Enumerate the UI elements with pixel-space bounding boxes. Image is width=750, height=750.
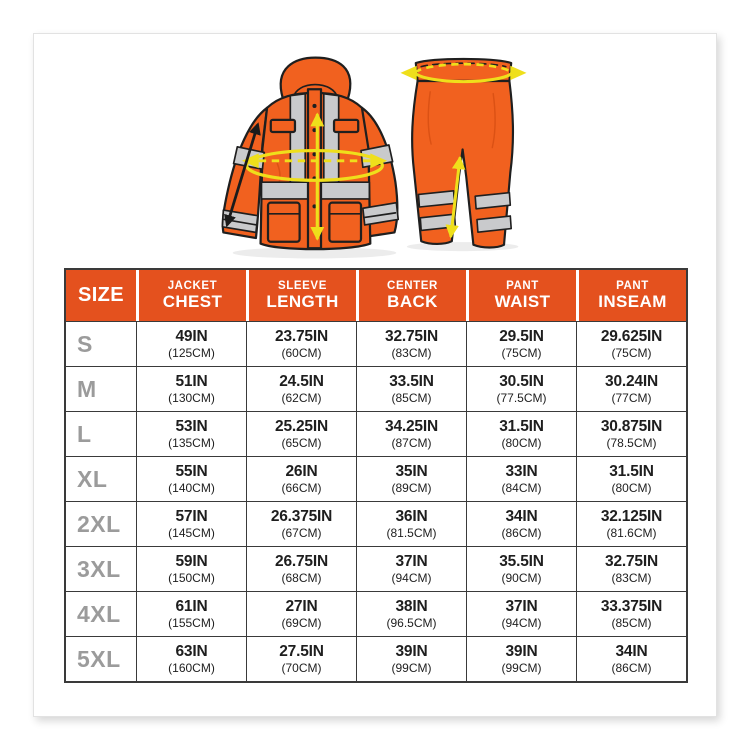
measurement-cell bbox=[136, 321, 246, 366]
cm-value: (62CM) bbox=[281, 391, 322, 405]
lower-pocket bbox=[268, 203, 300, 242]
cm-value: (86CM) bbox=[611, 661, 652, 675]
measurement-cell bbox=[246, 321, 356, 366]
cm-value: (135CM) bbox=[168, 436, 215, 450]
size-label: M bbox=[66, 366, 136, 411]
cm-value: (87CM) bbox=[391, 436, 432, 450]
inches-value: 37IN bbox=[505, 598, 538, 615]
measurement-cell bbox=[466, 591, 576, 636]
table-row bbox=[66, 636, 686, 681]
size-label: XL bbox=[66, 456, 136, 501]
measurement-cell bbox=[356, 636, 466, 681]
inches-value: 31.5IN bbox=[609, 463, 654, 480]
measurement-cell bbox=[576, 411, 686, 456]
measurement-cell bbox=[356, 366, 466, 411]
measurement-cell bbox=[136, 501, 246, 546]
inches-value: 53IN bbox=[175, 418, 208, 435]
cm-value: (66CM) bbox=[281, 481, 322, 495]
inches-value: 32.75IN bbox=[385, 328, 438, 345]
measurement-cell bbox=[246, 366, 356, 411]
inches-value: 26.75IN bbox=[275, 553, 328, 570]
measurement-cell bbox=[246, 636, 356, 681]
cm-value: (150CM) bbox=[168, 571, 215, 585]
inches-value: 33.5IN bbox=[389, 373, 434, 390]
inches-value: 34.25IN bbox=[385, 418, 438, 435]
measurement-cell bbox=[466, 546, 576, 591]
snap-button bbox=[312, 104, 316, 108]
cm-value: (83CM) bbox=[611, 571, 652, 585]
measurement-cell bbox=[466, 636, 576, 681]
size-table-grid bbox=[64, 268, 688, 683]
cm-value: (94CM) bbox=[501, 616, 542, 630]
table-row bbox=[66, 546, 686, 591]
measurement-cell bbox=[576, 501, 686, 546]
cm-value: (68CM) bbox=[281, 571, 322, 585]
inches-value: 33.375IN bbox=[600, 598, 663, 615]
inches-value: 32.125IN bbox=[600, 508, 663, 525]
reflective-stripe bbox=[419, 191, 455, 207]
table-row bbox=[66, 591, 686, 636]
inches-value: 57IN bbox=[175, 508, 208, 525]
measurement-cell bbox=[356, 501, 466, 546]
cm-value: (94CM) bbox=[391, 571, 432, 585]
inches-value: 35IN bbox=[395, 463, 428, 480]
size-label: 2XL bbox=[66, 501, 136, 546]
inches-value: 27.5IN bbox=[279, 643, 324, 660]
header-line1: CENTER bbox=[387, 279, 438, 292]
cm-value: (69CM) bbox=[281, 616, 322, 630]
inches-value: 59IN bbox=[175, 553, 208, 570]
table-row bbox=[66, 456, 686, 501]
measurement-cell bbox=[246, 411, 356, 456]
header-line2: WAIST bbox=[494, 291, 551, 311]
cm-value: (83CM) bbox=[391, 346, 432, 360]
inches-value: 26IN bbox=[285, 463, 318, 480]
inches-value: 61IN bbox=[175, 598, 208, 615]
cm-value: (99CM) bbox=[501, 661, 542, 675]
jacket-illustration bbox=[222, 58, 398, 259]
header-line2: BACK bbox=[387, 291, 438, 311]
measurement-cell bbox=[576, 636, 686, 681]
reflective-stripe bbox=[290, 94, 305, 182]
header-center-back bbox=[356, 270, 466, 321]
measurement-cell bbox=[356, 321, 466, 366]
inches-value: 33IN bbox=[505, 463, 538, 480]
cm-value: (80CM) bbox=[501, 436, 542, 450]
inches-value: 39IN bbox=[505, 643, 538, 660]
product-illustration bbox=[64, 46, 684, 286]
reflective-stripe bbox=[420, 214, 455, 230]
size-chart-card bbox=[33, 33, 717, 717]
measurement-cell bbox=[356, 411, 466, 456]
measurement-cell bbox=[136, 411, 246, 456]
inches-value: 23.75IN bbox=[275, 328, 328, 345]
cm-value: (140CM) bbox=[168, 481, 215, 495]
table-row bbox=[66, 501, 686, 546]
inches-value: 30.875IN bbox=[600, 418, 663, 435]
size-label: 4XL bbox=[66, 591, 136, 636]
cm-value: (160CM) bbox=[168, 661, 215, 675]
chest-pocket-flap bbox=[334, 120, 358, 132]
measurement-cell bbox=[466, 456, 576, 501]
table-row bbox=[66, 411, 686, 456]
measurement-cell bbox=[246, 456, 356, 501]
inches-value: 51IN bbox=[175, 373, 208, 390]
cm-value: (67CM) bbox=[281, 526, 322, 540]
cm-value: (90CM) bbox=[501, 571, 542, 585]
inches-value: 29.5IN bbox=[499, 328, 544, 345]
lower-pocket bbox=[329, 203, 361, 242]
reflective-stripe bbox=[324, 94, 339, 182]
cm-value: (145CM) bbox=[168, 526, 215, 540]
size-label: 3XL bbox=[66, 546, 136, 591]
inches-value: 36IN bbox=[395, 508, 428, 525]
cm-value: (130CM) bbox=[168, 391, 215, 405]
header-pant-waist bbox=[466, 270, 576, 321]
measurement-cell bbox=[246, 501, 356, 546]
table-row bbox=[66, 366, 686, 411]
header-line2: LENGTH bbox=[266, 291, 339, 311]
measurement-cell bbox=[136, 366, 246, 411]
measurement-cell bbox=[246, 546, 356, 591]
header-line2: CHEST bbox=[162, 291, 223, 311]
inches-value: 29.625IN bbox=[600, 328, 663, 345]
chest-pocket-flap bbox=[271, 120, 295, 132]
measurement-cell bbox=[466, 366, 576, 411]
inches-value: 25.25IN bbox=[275, 418, 328, 435]
inches-value: 34IN bbox=[615, 643, 648, 660]
cm-value: (77CM) bbox=[611, 391, 652, 405]
inches-value: 38IN bbox=[395, 598, 428, 615]
size-label: L bbox=[66, 411, 136, 456]
measurement-cell bbox=[136, 546, 246, 591]
cm-value: (80CM) bbox=[611, 481, 652, 495]
cm-value: (125CM) bbox=[168, 346, 215, 360]
measurement-cell bbox=[576, 591, 686, 636]
cm-value: (81.6CM) bbox=[606, 526, 657, 540]
inches-value: 37IN bbox=[395, 553, 428, 570]
cm-value: (81.5CM) bbox=[386, 526, 437, 540]
cm-value: (85CM) bbox=[391, 391, 432, 405]
inches-value: 49IN bbox=[175, 328, 208, 345]
cm-value: (89CM) bbox=[391, 481, 432, 495]
measurement-cell bbox=[466, 411, 576, 456]
size-label: S bbox=[66, 321, 136, 366]
cm-value: (77.5CM) bbox=[496, 391, 547, 405]
measurement-cell bbox=[356, 456, 466, 501]
measurement-cell bbox=[466, 501, 576, 546]
cm-value: (84CM) bbox=[501, 481, 542, 495]
measurement-cell bbox=[466, 321, 576, 366]
header-sleeve-length bbox=[246, 270, 356, 321]
cm-value: (78.5CM) bbox=[606, 436, 657, 450]
inches-value: 27IN bbox=[285, 598, 318, 615]
measurement-cell bbox=[576, 321, 686, 366]
table-row bbox=[66, 321, 686, 366]
header-line1: PANT bbox=[506, 279, 539, 292]
inches-value: 63IN bbox=[175, 643, 208, 660]
header-jacket-chest bbox=[136, 270, 246, 321]
pants-illustration bbox=[401, 59, 527, 251]
inches-value: 32.75IN bbox=[605, 553, 658, 570]
inches-value: 24.5IN bbox=[279, 373, 324, 390]
size-table-header bbox=[66, 270, 686, 321]
measurement-cell bbox=[136, 591, 246, 636]
cm-value: (75CM) bbox=[501, 346, 542, 360]
cm-value: (85CM) bbox=[611, 616, 652, 630]
header-size bbox=[66, 270, 136, 321]
header-line1: PANT bbox=[616, 279, 649, 292]
inches-value: 30.5IN bbox=[499, 373, 544, 390]
size-label: 5XL bbox=[66, 636, 136, 681]
size-table bbox=[64, 268, 688, 683]
cm-value: (155CM) bbox=[168, 616, 215, 630]
measurement-cell bbox=[356, 546, 466, 591]
inches-value: 55IN bbox=[175, 463, 208, 480]
inches-value: 30.24IN bbox=[605, 373, 658, 390]
header-line2: SIZE bbox=[77, 284, 125, 306]
inches-value: 39IN bbox=[395, 643, 428, 660]
cm-value: (65CM) bbox=[281, 436, 322, 450]
inches-value: 34IN bbox=[505, 508, 538, 525]
reflective-stripe bbox=[475, 193, 510, 209]
inches-value: 31.5IN bbox=[499, 418, 544, 435]
header-line1: SLEEVE bbox=[278, 279, 327, 292]
front-placket bbox=[308, 89, 321, 248]
size-table-body bbox=[66, 321, 686, 681]
header-pant-inseam bbox=[576, 270, 686, 321]
header-line1: JACKET bbox=[167, 279, 218, 292]
reflective-stripe bbox=[477, 216, 511, 232]
measurement-cell bbox=[576, 456, 686, 501]
measurement-cell bbox=[136, 456, 246, 501]
inches-value: 35.5IN bbox=[499, 553, 544, 570]
measurement-cell bbox=[356, 591, 466, 636]
measurement-cell bbox=[576, 546, 686, 591]
measurement-cell bbox=[246, 591, 356, 636]
header-line2: INSEAM bbox=[598, 291, 667, 311]
cm-value: (86CM) bbox=[501, 526, 542, 540]
cm-value: (96.5CM) bbox=[386, 616, 437, 630]
cm-value: (60CM) bbox=[281, 346, 322, 360]
cm-value: (99CM) bbox=[391, 661, 432, 675]
cm-value: (75CM) bbox=[611, 346, 652, 360]
inches-value: 26.375IN bbox=[270, 508, 333, 525]
measurement-cell bbox=[136, 636, 246, 681]
cm-value: (70CM) bbox=[281, 661, 322, 675]
measurement-cell bbox=[576, 366, 686, 411]
